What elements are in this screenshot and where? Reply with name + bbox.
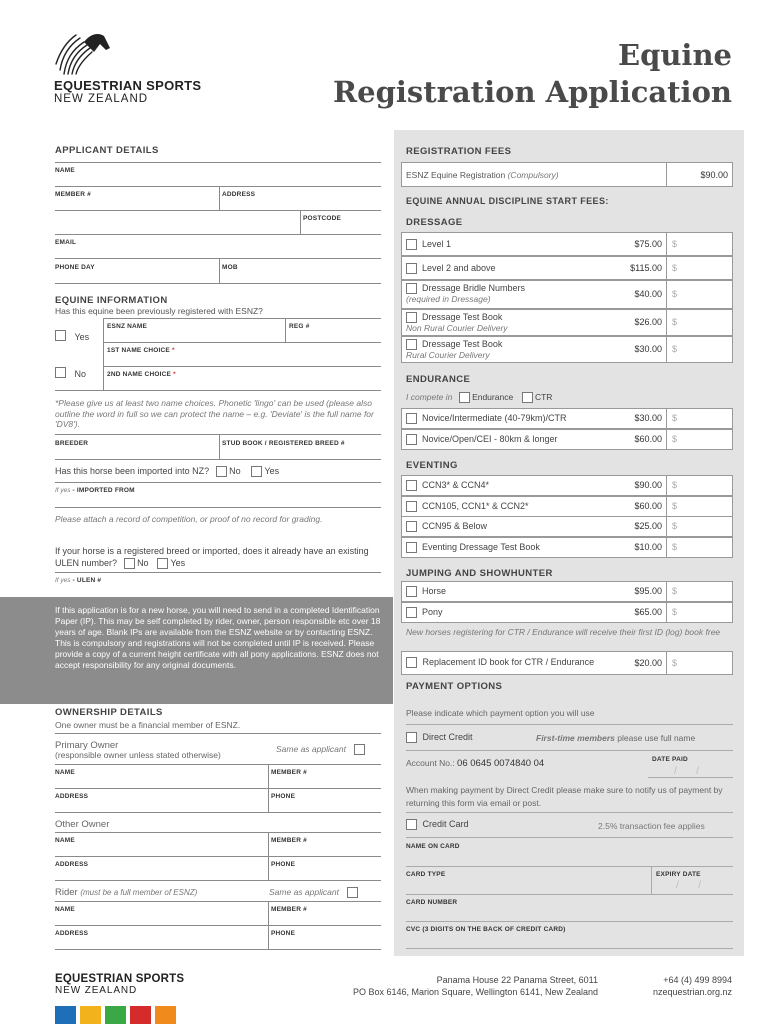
ctr-checkbox[interactable] xyxy=(522,392,533,403)
applicant-member-label: MEMBER # xyxy=(55,191,91,198)
eventing-fee-amount[interactable]: $ xyxy=(672,480,678,490)
eventing-heading: EVENTING xyxy=(406,460,458,471)
footer-website[interactable]: nzequestrian.org.nz xyxy=(652,987,732,997)
logo-text-line2: NEW ZEALAND xyxy=(54,93,149,105)
name-on-card-label: NAME ON CARD xyxy=(406,843,460,850)
ulen-yes-checkbox[interactable] xyxy=(157,558,168,569)
yes-label: Yes xyxy=(74,332,90,342)
eventing-fee-label: Eventing Dressage Test Book xyxy=(406,542,540,553)
ctr-log-book-note: New horses registering for CTR / Endurance will receive their first ID (log) book free xyxy=(406,627,721,637)
eventing-fee-price: $25.00 xyxy=(634,521,662,531)
jumping-checkbox[interactable] xyxy=(406,586,417,597)
applicant-heading: APPLICANT DETAILS xyxy=(55,145,159,156)
primary-same-as-applicant[interactable]: Same as applicant xyxy=(276,744,365,755)
replacement-id-price: $20.00 xyxy=(634,658,662,668)
footer-logo-line1: EQUESTRIAN SPORTS xyxy=(55,973,185,985)
eventing-checkbox[interactable] xyxy=(406,501,417,512)
dressage-fee-price: $26.00 xyxy=(634,317,662,327)
no-option[interactable] xyxy=(55,364,86,382)
ulen-label: If yes - ULEN # xyxy=(55,577,102,584)
endurance-checkbox[interactable] xyxy=(459,392,470,403)
rider-phone-label: PHONE xyxy=(271,930,296,937)
attach-record-note: Please attach a record of competition, or proof of no record for grading. xyxy=(55,514,323,524)
brand-color-swatch xyxy=(80,1006,101,1024)
endurance-checkbox[interactable] xyxy=(406,434,417,445)
endurance-fee-price: $60.00 xyxy=(634,434,662,444)
primary-name-label: NAME xyxy=(55,769,75,776)
dressage-fee-amount[interactable]: $ xyxy=(672,344,678,354)
jumping-fee-row[interactable] xyxy=(401,581,733,602)
dressage-fee-amount[interactable]: $ xyxy=(672,239,678,249)
footer-logo-line2: NEW ZEALAND xyxy=(55,985,138,996)
dressage-checkbox[interactable] xyxy=(406,239,417,250)
brand-color-bar xyxy=(55,1006,185,1024)
applicant-postcode-label: POSTCODE xyxy=(303,215,342,222)
endurance-fee-amount[interactable]: $ xyxy=(672,434,678,444)
replacement-id-label: Replacement ID book for CTR / Endurance xyxy=(406,657,594,668)
date-paid-field[interactable]: / / xyxy=(674,766,700,777)
first-time-note: First-time members please use full name xyxy=(536,733,696,743)
jumping-fee-price: $65.00 xyxy=(634,607,662,617)
dressage-checkbox[interactable] xyxy=(406,312,417,323)
esnz-logo xyxy=(54,30,224,110)
card-number-label: CARD NUMBER xyxy=(406,899,458,906)
dressage-checkbox[interactable] xyxy=(406,263,417,274)
notify-note: When making payment by Direct Credit please make sure to notify us of payment by returning this form via email or post. xyxy=(406,785,723,808)
eventing-fee-price: $60.00 xyxy=(634,501,662,511)
dressage-fee-label: Dressage Test Book Non Rural Courier Delivery xyxy=(406,312,508,334)
rider-same-as-applicant[interactable]: Same as applicant xyxy=(269,887,358,898)
rider-label: Rider (must be a full member of ESNZ) xyxy=(55,887,198,898)
compete-in-row: I compete in Endurance CTR xyxy=(406,392,553,402)
dressage-fee-amount[interactable]: $ xyxy=(672,263,678,273)
ownership-sub: One owner must be a financial member of ESNZ. xyxy=(55,720,241,730)
logo-text-line1: EQUESTRIAN SPORTS xyxy=(54,78,202,93)
cvc-label: CVC (3 DIGITS ON THE BACK OF CREDIT CARD) xyxy=(406,926,566,933)
ulen-no-checkbox[interactable] xyxy=(124,558,135,569)
dressage-fee-price: $75.00 xyxy=(634,239,662,249)
imported-yes-checkbox[interactable] xyxy=(251,466,262,477)
endurance-fee-label: Novice/Open/CEI - 80km & longer xyxy=(406,434,558,445)
primary-address-label: ADDRESS xyxy=(55,793,89,800)
eventing-fee-price: $10.00 xyxy=(634,542,662,552)
rider-member-label: MEMBER # xyxy=(271,906,307,913)
esnz-name-label: ESNZ NAME xyxy=(107,323,148,330)
payment-indicate: Please indicate which payment option you will use xyxy=(406,708,595,718)
dressage-checkbox[interactable] xyxy=(406,283,417,294)
primary-owner-label: Primary Owner (responsible owner unless stated otherwise) xyxy=(55,740,221,760)
other-address-label: ADDRESS xyxy=(55,861,89,868)
expiry-date-label: EXPIRY DATE xyxy=(656,871,701,878)
credit-card-checkbox[interactable] xyxy=(406,819,417,830)
eventing-checkbox[interactable] xyxy=(406,521,417,532)
account-number: Account No.: 06 0645 0074840 04 xyxy=(406,758,545,769)
card-type-label: CARD TYPE xyxy=(406,871,446,878)
no-label: No xyxy=(74,369,86,379)
registration-fee-price: $90.00 xyxy=(700,170,728,180)
primary-member-label: MEMBER # xyxy=(271,769,307,776)
rider-address-label: ADDRESS xyxy=(55,930,89,937)
eventing-checkbox[interactable] xyxy=(406,480,417,491)
ulen-question: If your horse is a registered breed or imported, does it already have an existing ULEN number? No Yes xyxy=(55,546,369,568)
direct-credit-checkbox[interactable] xyxy=(406,732,417,743)
eventing-fee-amount[interactable]: $ xyxy=(672,521,678,531)
first-name-choice-label: 1ST NAME CHOICE * xyxy=(107,347,175,354)
applicant-name-field[interactable] xyxy=(55,176,381,184)
eventing-fee-price: $90.00 xyxy=(634,480,662,490)
endurance-checkbox[interactable] xyxy=(406,413,417,424)
brand-color-swatch xyxy=(130,1006,151,1024)
title-line1: Equine xyxy=(617,38,732,72)
second-name-choice-label: 2ND NAME CHOICE * xyxy=(107,371,176,378)
footer-address-line2: PO Box 6146, Marion Square, Wellington 6141, New Zealand xyxy=(353,987,598,997)
annual-fees-heading: EQUINE ANNUAL DISCIPLINE START FEES: xyxy=(406,196,609,206)
stud-book-label: STUD BOOK / REGISTERED BREED # xyxy=(222,440,345,447)
imported-question: Has this horse been imported into NZ? No Yes xyxy=(55,466,280,476)
jumping-fee-label: Pony xyxy=(406,607,443,618)
imported-from-label: If yes - IMPORTED FROM xyxy=(55,487,135,494)
dressage-fee-amount[interactable]: $ xyxy=(672,317,678,327)
jumping-checkbox[interactable] xyxy=(406,607,417,618)
ip-notice-text: If this application is for a new horse, you will need to send in a completed Identification Paper (IP). This may be self completed by rider, owner, person responsible etc over 18 years of age. Blank IPs are available from the ESNZ website or by contacting ESNZ. This is compulsory and registrations will not be completed until IP is received. Please provide a copy of a current height certificate with all pony applications. ESNZ does not accept responsibility for any original documents. xyxy=(55,605,381,670)
eventing-checkbox[interactable] xyxy=(406,542,417,553)
dressage-fee-price: $40.00 xyxy=(634,289,662,299)
title-line2: Registration Application xyxy=(333,75,732,109)
rider-same-checkbox[interactable] xyxy=(347,887,358,898)
applicant-phone-label: PHONE DAY xyxy=(55,264,95,271)
jumping-heading: JUMPING AND SHOWHUNTER xyxy=(406,568,553,579)
expiry-date-field[interactable]: / / xyxy=(676,880,702,891)
equine-question: Has this equine been previously registered with ESNZ? xyxy=(55,306,263,316)
imported-no-checkbox[interactable] xyxy=(216,466,227,477)
primary-same-checkbox[interactable] xyxy=(354,744,365,755)
yes-checkbox[interactable] xyxy=(55,330,66,341)
endurance-fee-price: $30.00 xyxy=(634,413,662,423)
dressage-fee-price: $30.00 xyxy=(634,344,662,354)
applicant-name-label: NAME xyxy=(55,167,75,174)
applicant-mob-label: MOB xyxy=(222,264,238,271)
brand-color-swatch xyxy=(55,1006,76,1024)
dressage-fee-label: Level 1 xyxy=(406,239,451,250)
other-owner-label: Other Owner xyxy=(55,819,110,830)
other-member-label: MEMBER # xyxy=(271,837,307,844)
dressage-heading: DRESSAGE xyxy=(406,217,463,228)
eventing-fee-label: CCN95 & Below xyxy=(406,521,487,532)
endurance-heading: ENDURANCE xyxy=(406,374,471,385)
dressage-fee-label: Dressage Bridle Numbers (required in Dressage) xyxy=(406,283,526,305)
replacement-id-amount[interactable]: $ xyxy=(672,658,678,668)
credit-card-option[interactable]: Credit Card xyxy=(406,819,469,830)
footer-address-line1: Panama House 22 Panama Street, 6011 xyxy=(436,975,598,985)
eventing-fee-amount[interactable]: $ xyxy=(672,542,678,552)
no-checkbox[interactable] xyxy=(55,367,66,378)
registration-fees-heading: REGISTRATION FEES xyxy=(406,146,512,157)
jumping-fee-amount[interactable]: $ xyxy=(672,586,678,596)
eventing-fee-label: CCN105, CCN1* & CCN2* xyxy=(406,501,529,512)
brand-color-swatch xyxy=(155,1006,176,1024)
breeder-label: BREEDER xyxy=(55,440,89,447)
eventing-fee-label: CCN3* & CCN4* xyxy=(406,480,489,491)
replacement-id-checkbox[interactable] xyxy=(406,657,417,668)
other-phone-label: PHONE xyxy=(271,861,296,868)
registration-fee-label: ESNZ Equine Registration (Compulsory) xyxy=(406,170,559,180)
dressage-checkbox[interactable] xyxy=(406,339,417,350)
dressage-fee-amount[interactable]: $ xyxy=(672,289,678,299)
name-choice-note: *Please give us at least two name choices. Phonetic 'lingo' can be used (please also outline the word in full so we can protect the name – e.g. 'Deviate' is the full name for 'DV8'). xyxy=(55,398,374,429)
endurance-fee-label: Novice/Intermediate (40-79km)/CTR xyxy=(406,413,567,424)
yes-option[interactable] xyxy=(55,327,89,345)
equine-heading: EQUINE INFORMATION xyxy=(55,295,168,306)
date-paid-label: DATE PAID xyxy=(652,756,688,763)
primary-phone-label: PHONE xyxy=(271,793,296,800)
reg-number-label: REG # xyxy=(289,323,310,330)
dressage-fee-label: Level 2 and above xyxy=(406,263,496,274)
brand-color-swatch xyxy=(105,1006,126,1024)
other-name-label: NAME xyxy=(55,837,75,844)
eventing-fee-amount[interactable]: $ xyxy=(672,501,678,511)
endurance-fee-amount[interactable]: $ xyxy=(672,413,678,423)
dressage-fee-label: Dressage Test Book Rural Courier Delivery xyxy=(406,339,503,361)
jumping-fee-amount[interactable]: $ xyxy=(672,607,678,617)
footer-phone: +64 (4) 499 8994 xyxy=(663,975,732,985)
rider-name-label: NAME xyxy=(55,906,75,913)
jumping-fee-price: $95.00 xyxy=(634,586,662,596)
applicant-email-label: EMAIL xyxy=(55,239,77,246)
dressage-fee-price: $115.00 xyxy=(630,263,662,273)
applicant-address-label: ADDRESS xyxy=(222,191,256,198)
jumping-fee-label: Horse xyxy=(406,586,446,597)
ownership-heading: OWNERSHIP DETAILS xyxy=(55,707,163,718)
direct-credit-option[interactable]: Direct Credit xyxy=(406,732,473,743)
jumping-fee-row[interactable] xyxy=(401,602,733,623)
transaction-fee-note: 2.5% transaction fee applies xyxy=(598,821,705,831)
horse-logo-icon xyxy=(54,30,114,78)
payment-heading: PAYMENT OPTIONS xyxy=(406,681,503,692)
